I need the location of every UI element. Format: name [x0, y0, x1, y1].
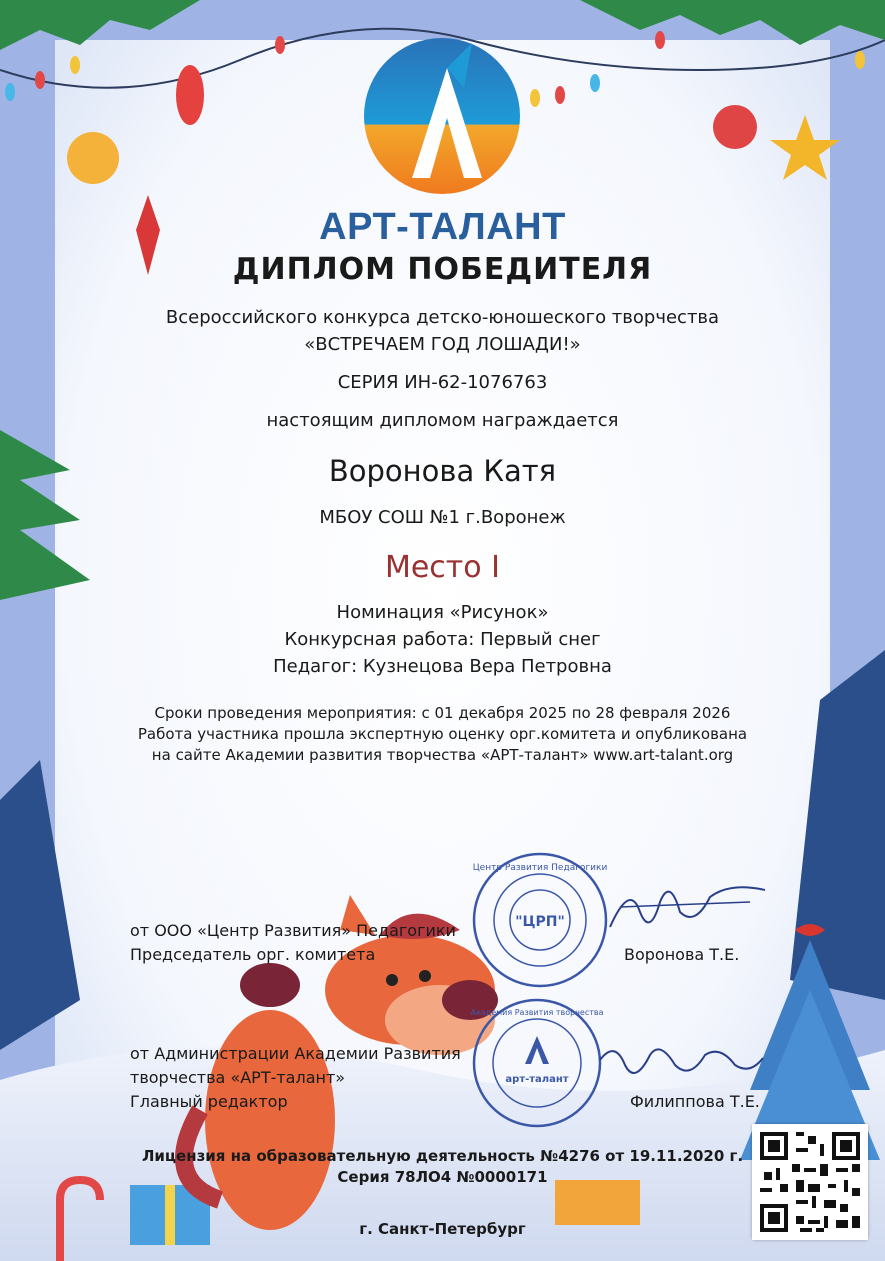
event-website: на сайте Академии развития творчества «АРТ-талант» www.art-talant.org	[151, 746, 734, 764]
first-signer-org: от ООО «Центр Развития» Педагогики	[130, 921, 456, 940]
second-signer-name: Филиппова Т.Е.	[630, 1092, 760, 1111]
teacher: Педагог: Кузнецова Вера Петровна	[273, 656, 612, 677]
place: Место I	[384, 550, 501, 585]
second-signer-org-2: творчества «АРТ-талант»	[130, 1068, 346, 1087]
second-signer-role: Главный редактор	[130, 1092, 288, 1111]
second-signer-org: от Администрации Академии Развития	[130, 1044, 461, 1063]
art-talant-stamp-center-text: арт-талант	[505, 1074, 569, 1085]
license-line-1: Лицензия на образовательную деятельность №4276 от 19.11.2020 г.	[141, 1147, 744, 1165]
signature-voronova	[600, 872, 770, 942]
first-signer-role: Председатель орг. комитета	[130, 945, 376, 964]
nomination: Номинация «Рисунок»	[336, 602, 549, 623]
brand-name: АРТ-ТАЛАНТ	[319, 206, 566, 248]
contest-line-1: Всероссийского конкурса детско-юношеского творчества	[165, 307, 720, 328]
contest-line-2: «ВСТРЕЧАЕМ ГОД ЛОШАДИ!»	[304, 334, 581, 355]
crp-stamp	[470, 850, 610, 990]
art-talant-logo	[352, 28, 532, 203]
crp-stamp-center-text: "ЦРП"	[515, 914, 565, 930]
city: г. Санкт-Петербург	[359, 1220, 526, 1238]
recipient-name: Воронова Катя	[328, 454, 557, 488]
license-line-2: Серия 78ЛО4 №0000171	[337, 1168, 548, 1186]
contest-work: Конкурсная работа: Первый снег	[284, 629, 601, 650]
awarded-text: настоящим дипломом награждается	[266, 410, 619, 431]
event-review: Работа участника прошла экспертную оценку орг.комитета и опубликована	[137, 725, 748, 743]
event-dates: Сроки проведения мероприятия: с 01 декабря 2025 по 28 февраля 2026	[154, 704, 731, 722]
art-talant-stamp-ring-text: Академия Развития творчества	[470, 1008, 604, 1017]
signature-filippova	[595, 1030, 765, 1090]
diploma-title: ДИПЛОМ ПОБЕДИТЕЛЯ	[232, 252, 653, 287]
qr-code	[752, 1124, 868, 1240]
crp-stamp-ring-text: Центр Развития Педагогики	[472, 863, 608, 873]
art-talant-stamp	[470, 996, 605, 1131]
recipient-school: МБОУ СОШ №1 г.Воронеж	[319, 507, 566, 528]
series-number: СЕРИЯ ИН-62-1076763	[337, 372, 548, 393]
first-signer-name: Воронова Т.Е.	[624, 945, 740, 964]
